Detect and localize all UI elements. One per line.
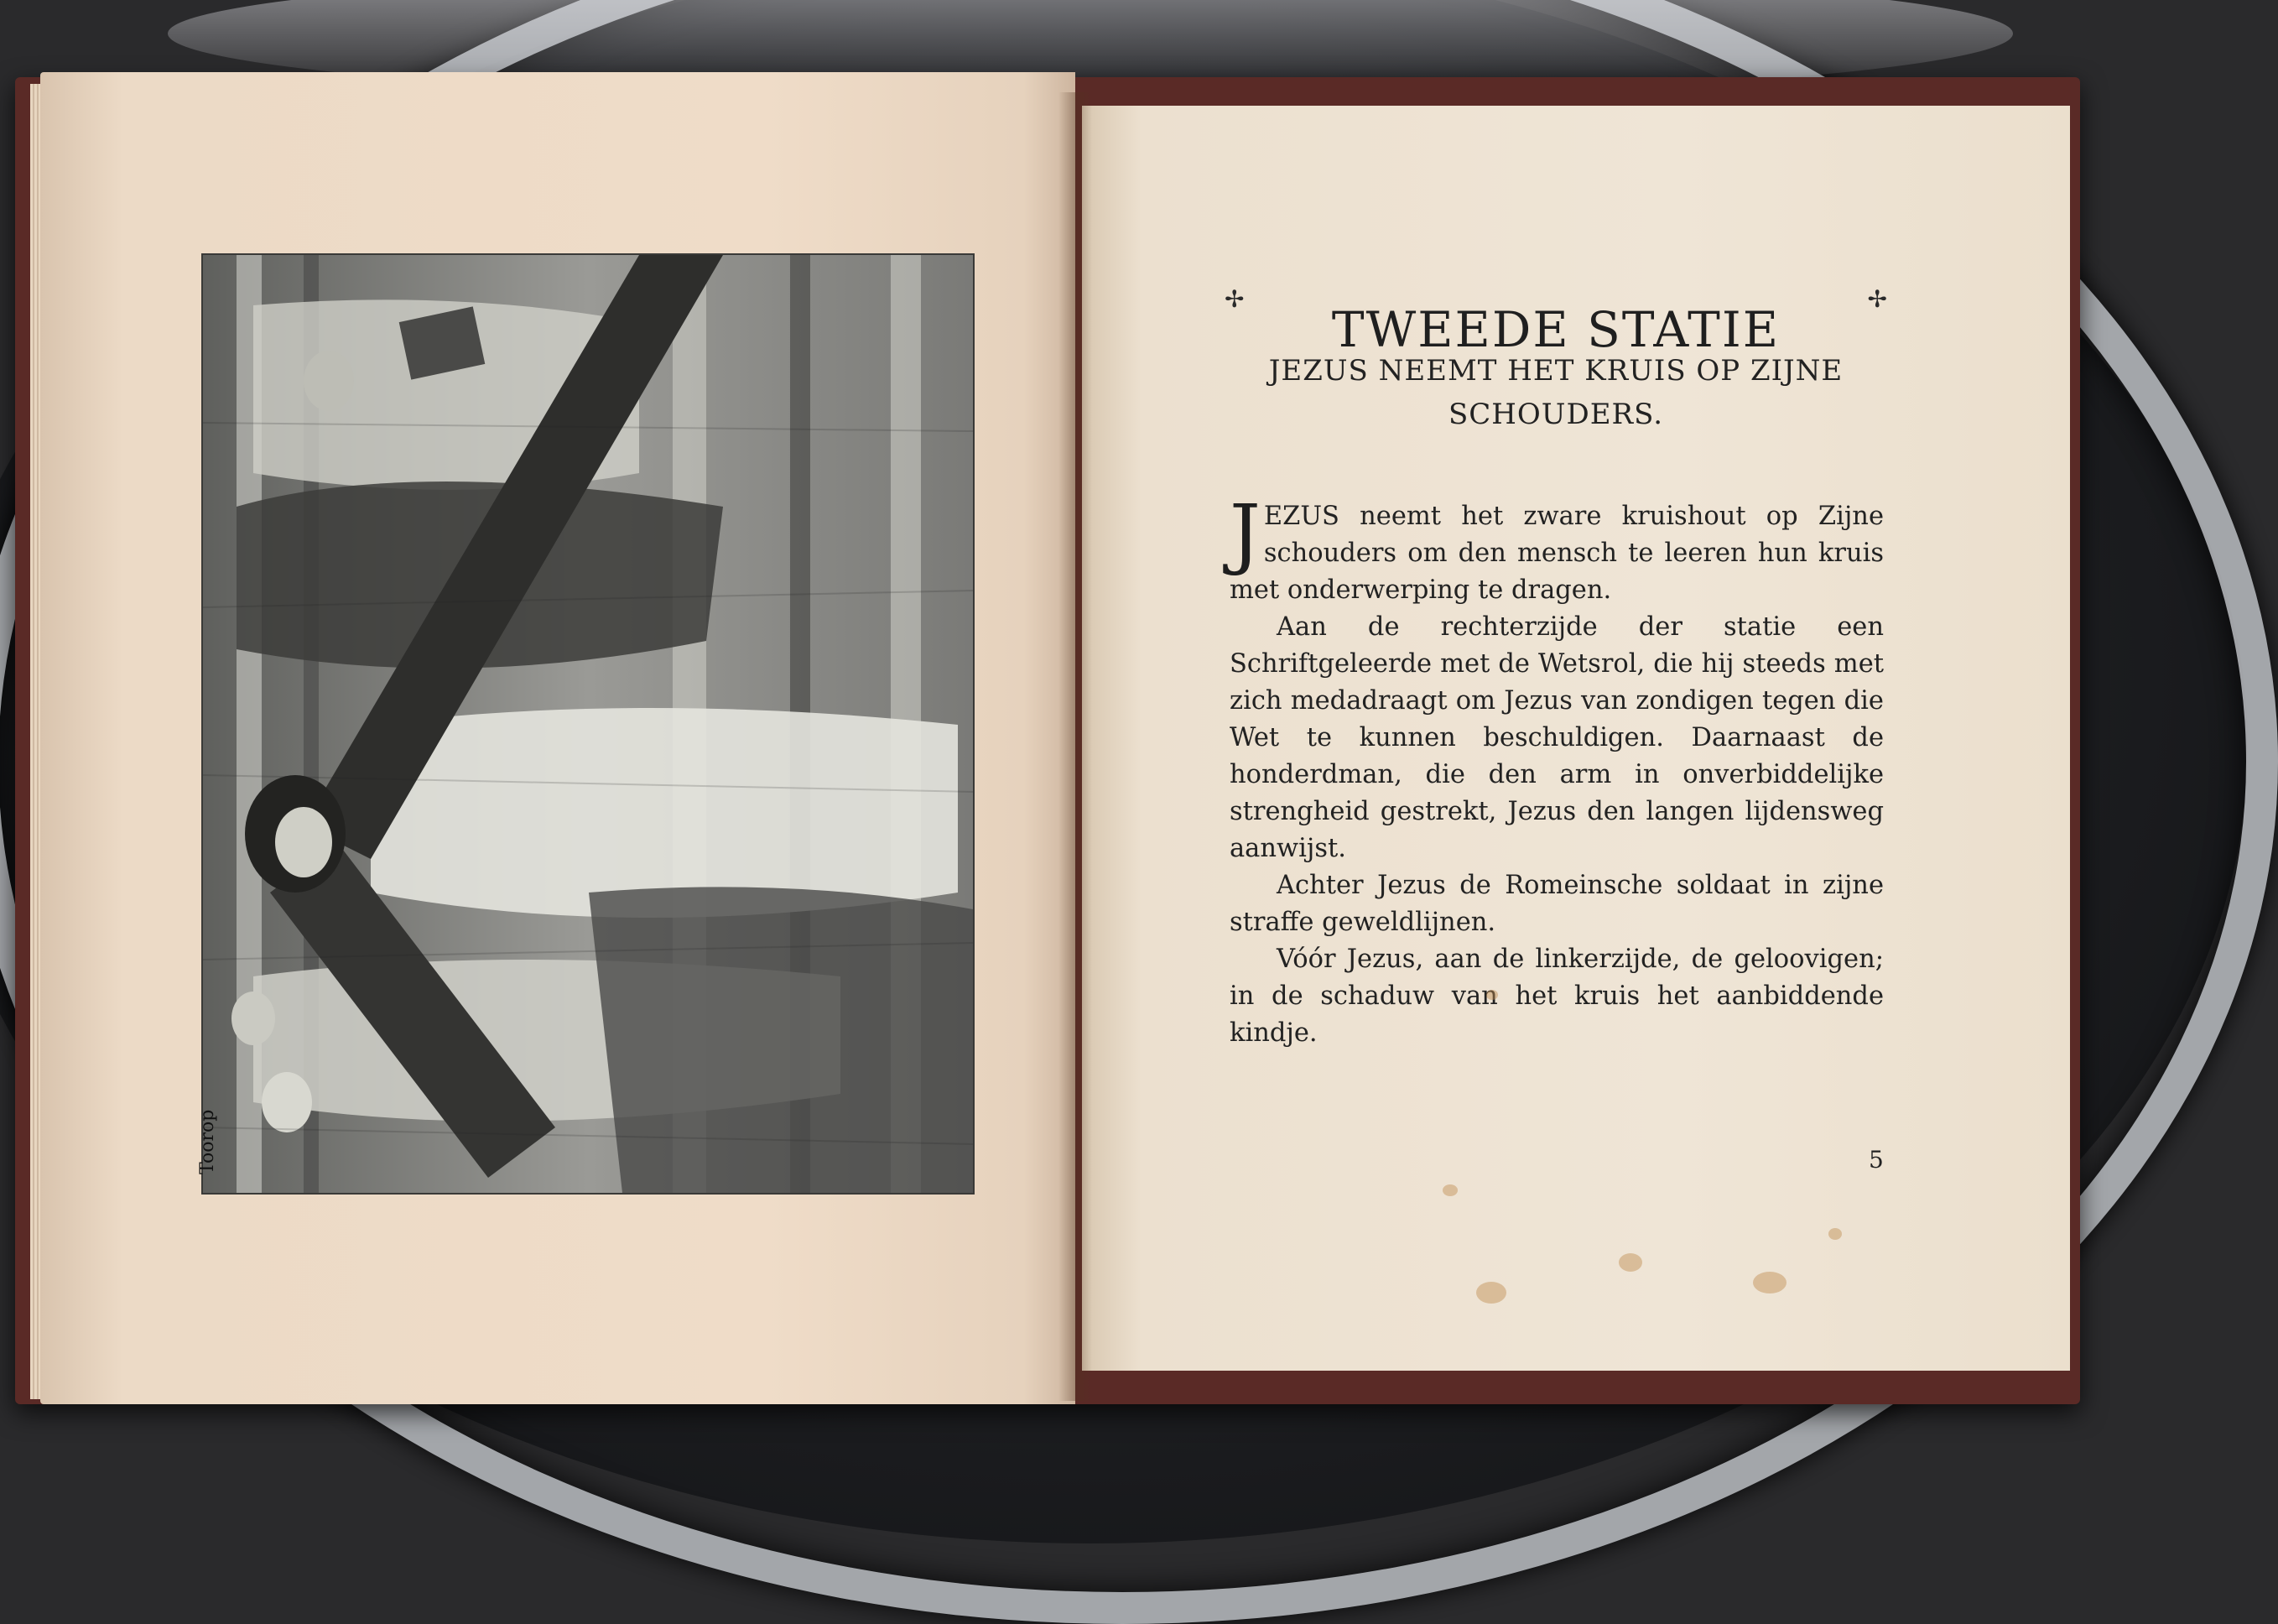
body-text [1230,488,1884,1052]
artist-signature: Toorop [197,1109,218,1174]
paragraph-text: EZUS neemt het zware kruishout op Zijne schouders om den mensch te leeren hun kruis met onderwerping te dragen. [1230,502,1884,605]
foxing-spot [1828,1228,1842,1240]
title-row [1225,268,1887,358]
paragraph: Aan de rechterzijde der statie een Schriftgeleerde met de Wetsrol, die hij steeds met zich medadraagt om Jezus van zondigen tegen die Wet te kunnen beschuldigen. Daarnaast de honderdman, die den arm in onverbiddelijke strengheid gestrekt, Jezus den langen lijdensweg aanwijst. [1230,612,1884,863]
foxing-spot [1476,1282,1506,1304]
paragraph: Achter Jezus de Romeinsche soldaat in zijne straffe geweldlijnen. [1230,871,1884,937]
subtitle-line: JEZUS NEEMT HET KRUIS OP ZIJNE [1268,354,1844,388]
subtitle-line: SCHOUDERS. [1448,398,1664,431]
book-gutter [1058,92,1092,1401]
cross-ornament-icon: ✢ [1225,285,1245,313]
foxing-spot [1486,990,1498,1000]
page-title: TWEEDE STATIE [1331,300,1781,358]
page-number: 5 [1869,1146,1884,1174]
cross-ornament-icon: ✢ [1867,285,1887,313]
paragraph [1230,488,1884,609]
stations-of-the-cross-illustration-icon [203,255,973,1193]
drop-cap: J [1230,488,1261,578]
foxing-spot [1753,1272,1787,1293]
foxing-spot [1619,1253,1642,1272]
foxing-spot [1443,1184,1458,1196]
page-subtitle [1233,349,1879,436]
illustration-plate [197,253,975,1195]
paragraph: Vóór Jezus, aan de linkerzijde, de geloovigen; in de schaduw van het kruis het aanbiddende kindje. [1230,945,1884,1048]
